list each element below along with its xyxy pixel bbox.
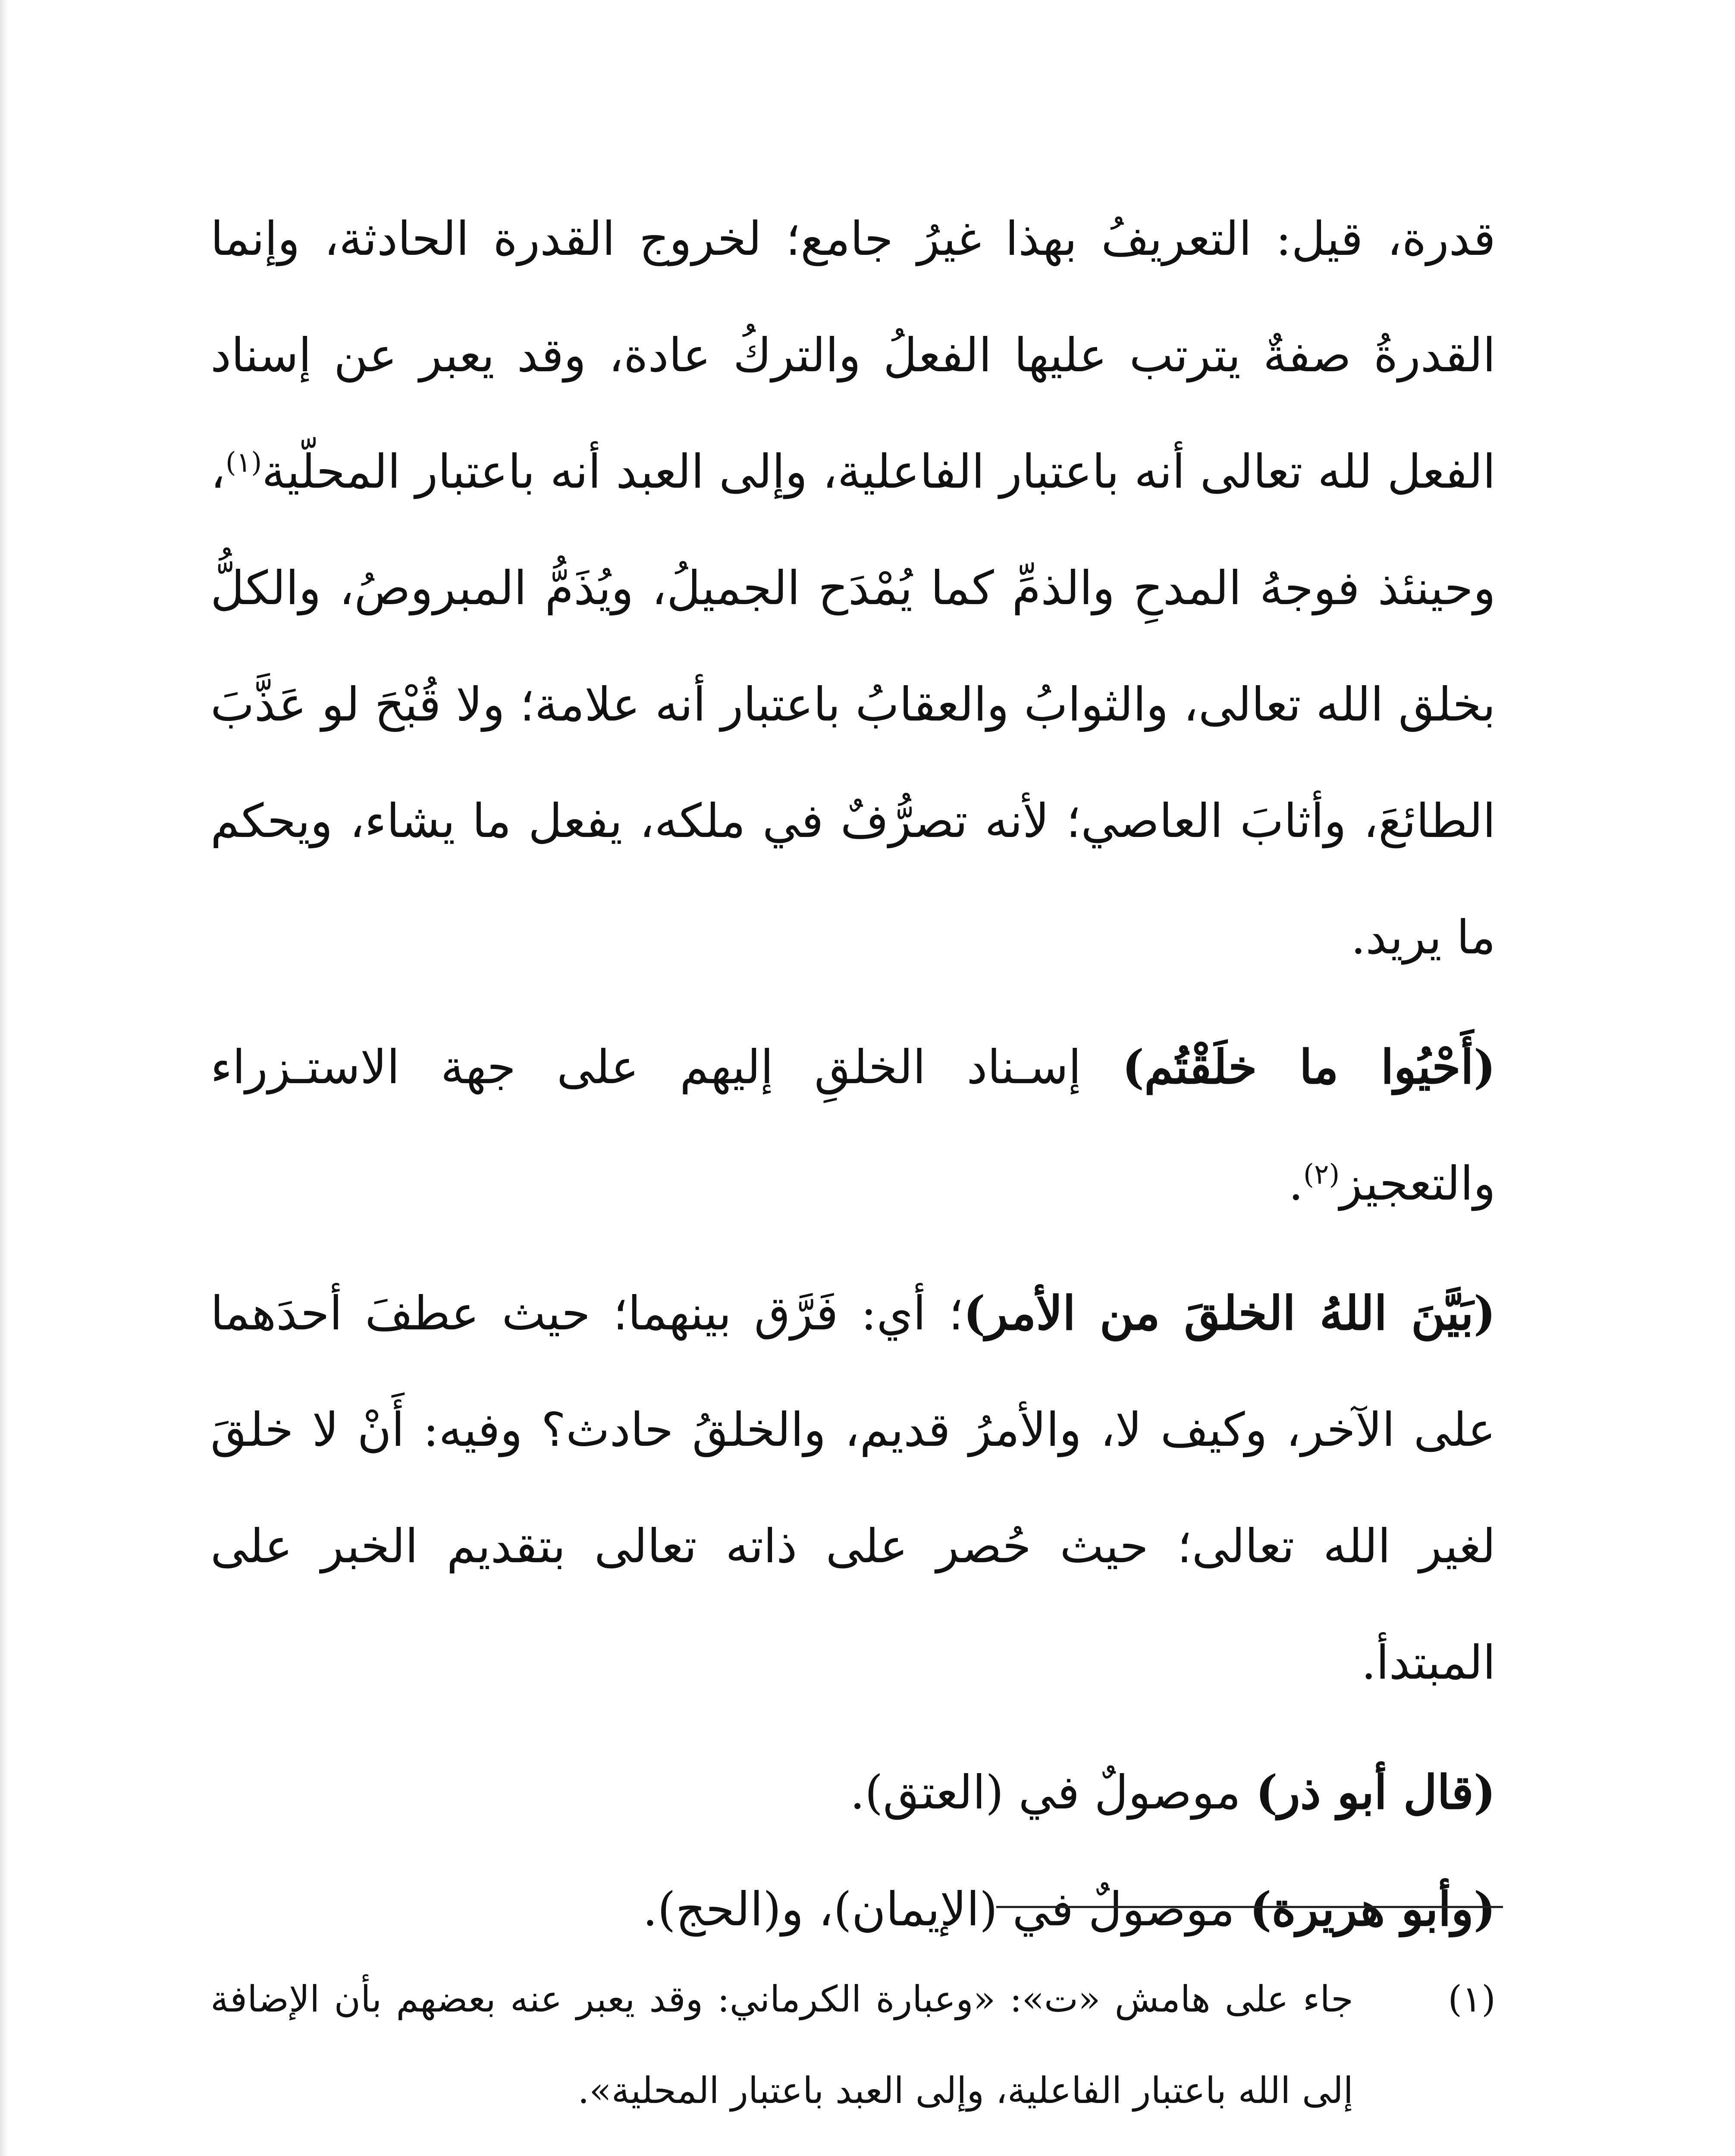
paragraph-2-end: . (1288, 1157, 1304, 1211)
quoted-phrase-1: (أَحْيُوا ما خلَقْتُم) (1122, 1040, 1496, 1094)
paragraph-4 (210, 1734, 1496, 1851)
footnote-divider (996, 1906, 1503, 1908)
paragraph-1-tail: ، وحينئذ فوجهُ المدحِ والذمِّ كما يُمْدَح الجميلُ، ويُذَمُّ المبروصُ، والكلُّ بخلق الله تعالى، والثوابُ والعقابُ باعتبار أنه علامة؛ ولا قُبْحَ لو عَذَّبَ الطائعَ، وأثابَ العاصي؛ لأنه تصرُّفٌ في ملكه، يفعل ما يشاء، ويحكم ما يريد. (210, 445, 1496, 965)
paragraph-1 (210, 181, 1496, 996)
footnote-1-text: جاء على هامش «ت»: «وعبارة الكرماني: وقد يعبر عنه بعضهم بأن الإضافة إلى الله باعتبار الفاعلية، وإلى العبد باعتبار المحلية». (210, 1978, 1353, 2112)
footnote-2-number (1448, 2140, 1496, 2156)
footnote-1 (210, 1953, 1496, 2136)
footnotes (210, 1953, 1496, 2156)
paragraph-1-text: قدرة، قيل: التعريفُ بهذا غيرُ جامع؛ لخروج القدرة الحادثة، وإنما القدرةُ صفةٌ يترتب عليها الفعلُ والتركُ عادة، وقد يعبر عن إسناد الفعل لله تعالى أنه باعتبار الفاعلية، وإلى العبد أنه باعتبار المحلّية (210, 212, 1496, 499)
footnote-1-number: (١) (1448, 1978, 1496, 2020)
paragraph-4-text: موصولٌ في (العتق). (850, 1766, 1256, 1820)
quoted-phrase-4: (وأبو هريرة) (1249, 1882, 1496, 1937)
paragraph-2-text: إسـناد الخلقِ إليهم على جهة الاستـزراء والتعجيز (210, 1040, 1496, 1211)
paragraph-3-text: ؛ أي: فَرَّق بينهما؛ حيث عطفَ أحدَهما على الآخر، وكيف لا، والأمرُ قديم، والخلقُ حادث؟ وفيه: أَنْ لا خلقَ لغير الله تعالى؛ حيث حُصر على ذاته تعالى بتقديم الخبر على المبتدأ. (210, 1287, 1496, 1690)
paragraph-2 (210, 1009, 1496, 1242)
paragraph-5-text: موصولٌ في (الإيمان)، و(الحج). (643, 1883, 1250, 1937)
main-text (210, 181, 1496, 1968)
paragraph-5 (210, 1851, 1496, 1968)
footnote-ref-2[interactable]: (٢) (1303, 1159, 1340, 1191)
scan-edge-shadow (0, 0, 8, 2156)
footnote-ref-1[interactable]: (١) (225, 447, 262, 479)
quoted-phrase-3: (قال أبو ذر) (1255, 1765, 1496, 1820)
footnote-2 (210, 2140, 1496, 2156)
quoted-phrase-2: (بَيَّنَ اللهُ الخلقَ من الأمر) (963, 1286, 1496, 1341)
paragraph-3 (210, 1255, 1496, 1721)
